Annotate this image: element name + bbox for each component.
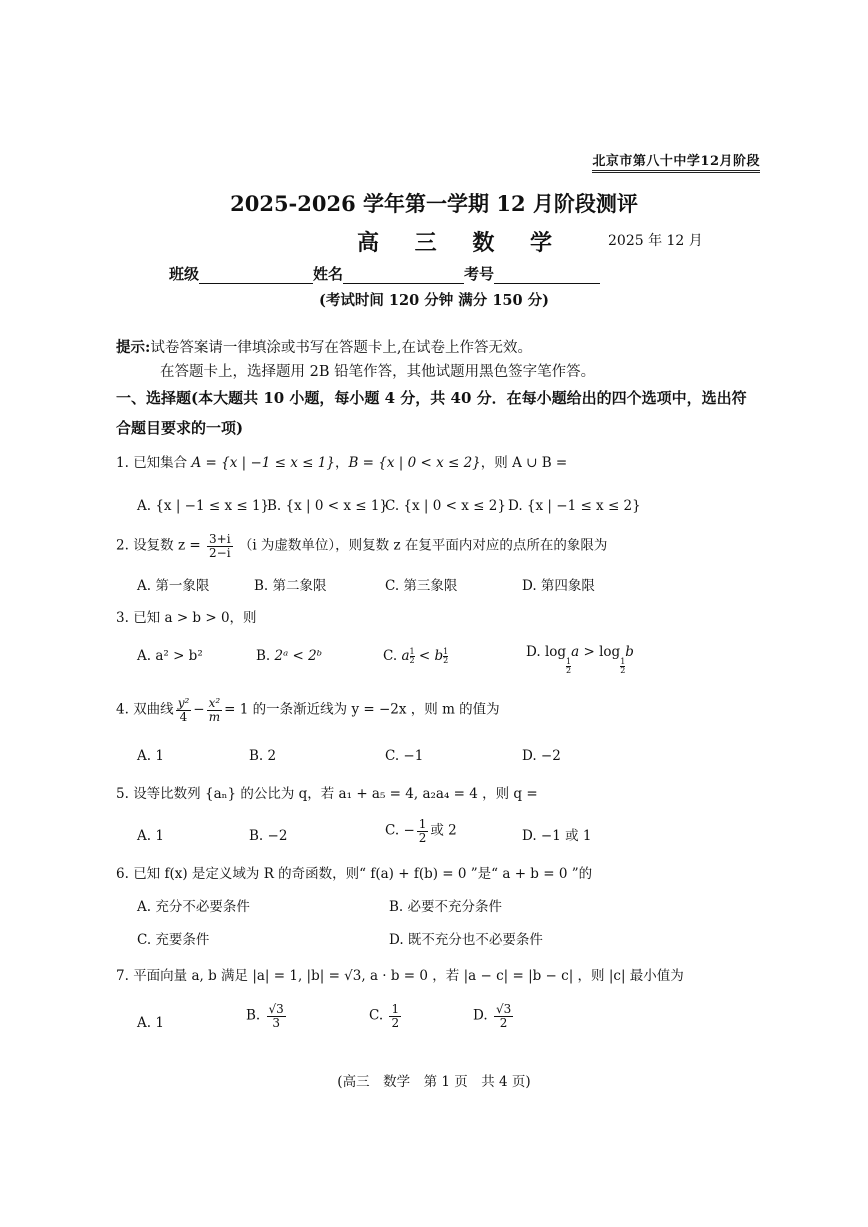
q4-f2-num: x² <box>208 696 221 710</box>
q4-f1-den: 4 <box>179 709 188 724</box>
q2-text-b: （i 为虚数单位），则复数 z 在复平面内对应的点所在的象限为 <box>238 537 608 554</box>
q4-text-b: = 1 的一条渐近线为 y = −2x ，则 m 的值为 <box>224 701 500 718</box>
page-footer: (高三 数学 第 1 页 共 4 页) <box>337 1074 531 1090</box>
q7-opt-b-label: B. <box>246 1007 261 1024</box>
q3-opt-c-exp-b <box>443 648 448 665</box>
q4-option-c[interactable]: C. −1 <box>385 748 424 764</box>
q3-opt-d-log2: log <box>599 644 621 660</box>
q6-number: 6. <box>116 866 129 882</box>
q1-set-a: A = {x | −1 ≤ x ≤ 1} <box>191 455 335 471</box>
q3-exp-b-den: 2 <box>443 656 449 665</box>
q7-opt-b-num: √3 <box>268 1002 284 1016</box>
q4-option-a[interactable]: A. 1 <box>137 748 164 764</box>
q3-base1-den: 2 <box>566 666 572 675</box>
q5-opt-c-tail: 或 2 <box>430 822 457 839</box>
q3-exp-a-den: 2 <box>409 656 415 665</box>
q7-opt-c-label: C. <box>369 1007 384 1024</box>
q3-opt-c-exp-a <box>410 648 415 665</box>
question-5 <box>116 784 538 804</box>
school-tag: 北京市第八十中学12月阶段 <box>592 150 760 173</box>
q5-text: 设等比数列 {aₙ} 的公比为 q，若 a₁ + a₅ = 4, a₂a₄ = 4 ，则 q = <box>133 786 538 802</box>
q6-text: 已知 f(x) 是定义域为 R 的奇函数，则“ f(a) + f(b) = 0 ”是“ a + b = 0 ”的 <box>133 866 593 882</box>
q4-fraction-1 <box>176 697 192 723</box>
q3-exp-b-num: 1 <box>443 647 449 656</box>
q7-opt-d-den: 2 <box>499 1015 508 1030</box>
q7-opt-c-den: 2 <box>391 1015 400 1030</box>
q6-option-b[interactable]: B. 必要不充分条件 <box>389 899 503 915</box>
id-blank[interactable] <box>494 267 600 284</box>
q2-fraction <box>207 533 233 559</box>
q6-option-c[interactable]: C. 充要条件 <box>137 932 210 948</box>
q1-text-b: ，则 A ∪ B = <box>480 455 568 471</box>
section-title: 一、选择题(本大题共 10 小题，每小题 4 分，共 40 分．在每小题给出的四个选项中，选出符合题目要求的一项) <box>116 389 747 437</box>
q5-opt-c-num: 1 <box>418 817 427 831</box>
q3-opt-d-label: D. <box>526 644 541 660</box>
q5-opt-c-den: 2 <box>418 830 427 845</box>
q1-set-b: B = {x | 0 < x ≤ 2} <box>348 455 481 471</box>
q3-opt-b-label: B. <box>256 648 271 664</box>
q3-option-a[interactable]: A. a² > b² <box>137 648 203 664</box>
q2-option-c[interactable]: C. 第三象限 <box>385 578 458 594</box>
q3-opt-d-gt: > <box>583 644 595 660</box>
q4-minus: − <box>193 701 205 718</box>
q3-exp-a-num: 1 <box>409 647 415 656</box>
q3-opt-d-base2 <box>620 658 625 675</box>
q5-opt-c-frac <box>417 818 429 844</box>
q5-option-c[interactable] <box>385 818 457 844</box>
exam-title: 2025-2026 学年第一学期 12 月阶段测评 <box>230 191 638 216</box>
q4-option-b[interactable]: B. 2 <box>249 748 277 764</box>
name-label: 姓名 <box>313 265 344 283</box>
q3-number: 3. <box>116 610 129 626</box>
q7-number: 7. <box>116 968 129 984</box>
tip-line-1 <box>116 336 532 357</box>
q3-opt-c-lt: < <box>418 648 431 664</box>
q5-option-b[interactable]: B. −2 <box>249 828 288 844</box>
class-blank[interactable] <box>199 267 313 284</box>
q3-base1-num: 1 <box>566 657 572 666</box>
q4-f1-num: y² <box>177 696 190 710</box>
exam-date: 2025 年 12 月 <box>608 233 703 249</box>
q2-frac-den: 2−i <box>209 545 231 560</box>
q3-opt-d-base1 <box>566 658 571 675</box>
q4-f2-den: m <box>208 709 221 724</box>
q2-frac-num: 3+i <box>209 532 231 546</box>
q3-opt-b-expr: 2ᵃ < 2ᵇ <box>274 648 323 664</box>
q7-option-b[interactable] <box>246 1003 288 1029</box>
q3-opt-d-log1: log <box>544 644 567 660</box>
q4-option-d[interactable]: D. −2 <box>522 748 561 764</box>
question-2 <box>116 533 607 559</box>
q1-text-a: 已知集合 <box>133 455 192 471</box>
q7-option-c[interactable] <box>369 1003 403 1029</box>
q4-text-a: 双曲线 <box>133 701 174 718</box>
q5-opt-c-neg: − <box>403 822 415 839</box>
q3-opt-c-label: C. <box>383 648 398 664</box>
q1-option-d[interactable]: D. {x | −1 ≤ x ≤ 2} <box>508 498 641 514</box>
q1-option-c[interactable]: C. {x | 0 < x ≤ 2} <box>385 498 506 514</box>
q3-text: 已知 a > b > 0，则 <box>133 610 257 626</box>
q2-number: 2. <box>116 537 129 554</box>
q3-opt-c-base-a: a <box>401 648 410 664</box>
q2-option-d[interactable]: D. 第四象限 <box>522 578 595 594</box>
q7-opt-b-den: 3 <box>272 1015 280 1030</box>
q7-option-d[interactable] <box>473 1003 515 1029</box>
q7-option-a[interactable]: A. 1 <box>137 1015 164 1031</box>
q3-opt-d-arg-b: b <box>625 644 634 660</box>
q7-opt-d-label: D. <box>473 1007 488 1024</box>
q5-number: 5. <box>116 786 129 802</box>
exam-time-info: (考试时间 120 分钟 满分 150 分) <box>319 292 549 309</box>
q4-number: 4. <box>116 701 129 718</box>
q4-fraction-2 <box>207 697 223 723</box>
q3-option-d[interactable] <box>526 642 634 675</box>
question-1 <box>116 453 567 473</box>
q1-option-a[interactable]: A. {x | −1 ≤ x ≤ 1} <box>137 498 270 514</box>
q3-base2-num: 1 <box>620 657 626 666</box>
question-4 <box>116 697 500 723</box>
tip-label: 提示: <box>116 339 151 356</box>
question-6 <box>116 864 592 884</box>
q3-opt-d-arg-a: a <box>571 644 580 660</box>
q5-option-a[interactable]: A. 1 <box>137 828 164 844</box>
q3-opt-c-base-b: b <box>434 648 444 664</box>
q1-number: 1. <box>116 455 129 471</box>
q5-option-d[interactable]: D. −1 或 1 <box>522 828 592 844</box>
question-3 <box>116 608 257 628</box>
q2-text-a: 设复数 z = <box>133 537 201 554</box>
class-label: 班级 <box>169 265 200 283</box>
student-info-line <box>169 263 600 284</box>
question-7 <box>116 966 684 986</box>
q5-opt-c-label: C. <box>385 822 400 839</box>
tip-text-1: 试卷答案请一律填涂或书写在答题卡上,在试卷上作答无效。 <box>150 340 532 356</box>
q3-base2-den: 2 <box>620 666 626 675</box>
subject-title: 高 三 数 学 <box>357 230 566 256</box>
q3-option-b[interactable] <box>256 646 322 666</box>
q3-option-c[interactable] <box>383 646 448 666</box>
q7-opt-c-frac <box>389 1003 401 1029</box>
id-label: 考号 <box>464 265 495 283</box>
tip-line-2: 在答题卡上，选择题用 2B 铅笔作答，其他试题用黑色签字笔作答。 <box>160 364 596 380</box>
q7-opt-d-num: √3 <box>495 1002 512 1016</box>
q7-opt-b-frac <box>267 1003 286 1029</box>
q6-option-d[interactable]: D. 既不充分也不必要条件 <box>389 932 543 948</box>
q1-option-b[interactable]: B. {x | 0 < x ≤ 1} <box>267 498 389 514</box>
q2-option-b[interactable]: B. 第二象限 <box>254 578 327 594</box>
q7-text: 平面向量 a, b 满足 |a| = 1, |b| = √3, a · b = 0 ，若 |a − c| = |b − c| ，则 |c| 最小值为 <box>133 968 684 984</box>
q7-opt-c-num: 1 <box>391 1002 400 1016</box>
q6-option-a[interactable]: A. 充分不必要条件 <box>137 899 250 915</box>
q7-opt-d-frac <box>494 1003 513 1029</box>
name-blank[interactable] <box>343 267 464 284</box>
q1-sep: ， <box>334 455 349 471</box>
q2-option-a[interactable]: A. 第一象限 <box>137 578 210 594</box>
